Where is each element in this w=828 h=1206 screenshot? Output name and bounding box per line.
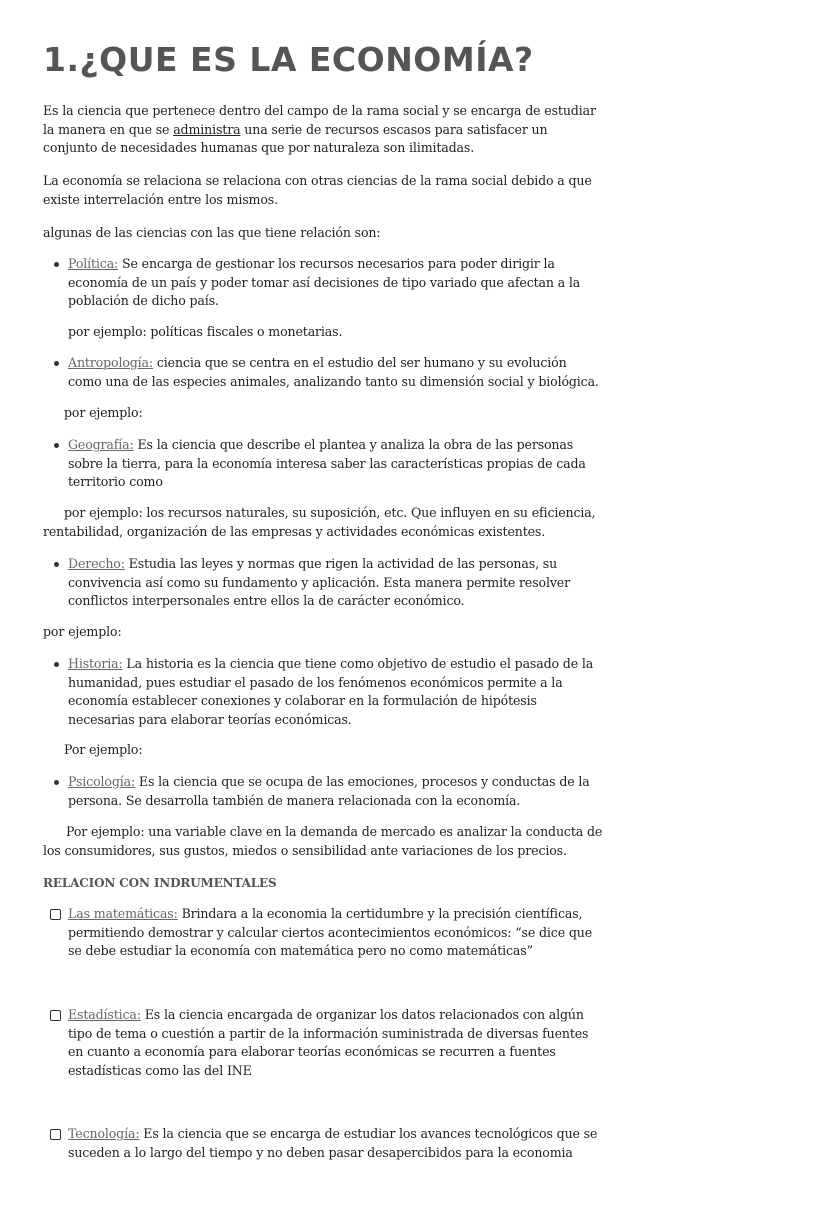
checkbox[interactable] — [50, 1129, 61, 1140]
list-item-politica — [68, 255, 603, 311]
term-link[interactable]: Estadística: — [68, 1007, 141, 1022]
administra-link[interactable]: administra — [173, 121, 241, 137]
text: La historia es la ciencia que tiene como objetivo de estudio el pasado de la humanidad, pues estudiar el pasado de los fenómenos económicos permite a la economía establecer conexiones y colaborar en la formulación de hipótesis necesarias para elaborar teorías económicas. — [68, 656, 594, 728]
bullet-icon — [54, 780, 59, 785]
example: por ejemplo: políticas fiscales o monetarias. — [68, 324, 343, 339]
intro-paragraph — [43, 102, 603, 158]
list-intro: algunas de las ciencias con las que tiene relación son: — [43, 225, 381, 240]
checklist-item-estadistica — [68, 1006, 603, 1081]
term-link[interactable]: Psicología: — [68, 774, 136, 789]
page-title: 1.¿QUE ES LA ECONOMÍA? — [43, 40, 534, 79]
checklist-item-matematicas — [68, 905, 603, 961]
bullet-icon — [54, 361, 59, 366]
term-link[interactable]: Antropología: — [68, 355, 154, 370]
bullet-icon — [54, 262, 59, 267]
text: Es la ciencia encargada de organizar los datos relacionados con algún tipo de tema o cuestión a partir de la información suministrada de diversas fuentes en cuanto a economía para elaborar teorías económicas se recurren a fuentes estadísticas como las del INE — [68, 1007, 589, 1079]
example: por ejemplo: — [64, 405, 143, 420]
relation-paragraph: La economía se relaciona se relaciona con otras ciencias de la rama social debido a que existe interrelación entre los mismos. — [43, 173, 592, 207]
term-link[interactable]: Derecho: — [68, 556, 125, 571]
term-link[interactable]: Historia: — [68, 656, 123, 671]
checklist-item-tecnologia — [68, 1125, 603, 1162]
text: Brindara a la economia la certidumbre y la precisión científicas, permitiendo demostrar y calcular ciertos acontecimientos económicos: “se dice que se debe estudiar la economía con matemática pero no como matemáticas” — [68, 906, 593, 959]
example: Por ejemplo: una variable clave en la demanda de mercado es analizar la conducta de los consumidores, sus gustos, miedos o sensibilidad ante variaciones de los precios. — [43, 824, 603, 858]
list-item-geografia — [68, 436, 603, 492]
bullet-icon — [54, 443, 59, 448]
bullet-icon — [54, 562, 59, 567]
checkbox[interactable] — [50, 909, 61, 920]
text: una serie de recursos escasos para satisfacer un conjunto de necesidades humanas que por naturaleza son ilimitadas. — [43, 121, 548, 156]
term-link[interactable]: Las matemáticas: — [68, 906, 178, 921]
example: por ejemplo: los recursos naturales, su suposición, etc. Que influyen en su eficiencia, rentabilidad, organización de las empresas y actividades económicas existentes. — [43, 505, 596, 539]
checkbox[interactable] — [50, 1010, 61, 1021]
section-heading: RELACION CON INDRUMENTALES — [43, 876, 277, 890]
text: Es la ciencia que describe el plantea y analiza la obra de las personas sobre la tierra, para la economía interesa saber las características propias de cada territorio como — [68, 437, 586, 490]
text: Estudia las leyes y normas que rigen la actividad de las personas, su convivencia así como su fundamento y aplicación. Esta manera permite resolver conflictos interpersonales entre ellos la de carácter económico. — [68, 556, 570, 609]
list-item-derecho — [68, 555, 603, 611]
example: Por ejemplo: — [64, 742, 143, 757]
text: Es la ciencia que pertenece dentro del campo de la rama social y se encarga de estudiar la manera en que se — [43, 103, 596, 137]
term-link[interactable]: Política: — [68, 256, 119, 271]
text: Es la ciencia que se ocupa de las emociones, procesos y conductas de la persona. Se desarrolla también de manera relacionada con la economía. — [68, 774, 590, 808]
bullet-icon — [54, 662, 59, 667]
text: Es la ciencia que se encarga de estudiar los avances tecnológicos que se suceden a lo largo del tiempo y no deben pasar desapercibidos para la economia — [68, 1126, 598, 1160]
example: por ejemplo: — [43, 624, 122, 639]
text: ciencia que se centra en el estudio del ser humano y su evolución como una de las especies animales, analizando tanto su dimensión social y biológica. — [68, 355, 599, 389]
text: Se encarga de gestionar los recursos necesarios para poder dirigir la economía de un país y poder tomar así decisiones de tipo variado que afectan a la población de dicho país. — [68, 256, 581, 309]
list-item-historia — [68, 655, 603, 730]
term-link[interactable]: Geografía: — [68, 437, 134, 452]
list-item-psicologia — [68, 773, 603, 810]
list-item-antropologia — [68, 354, 603, 391]
term-link[interactable]: Tecnología: — [68, 1126, 140, 1141]
